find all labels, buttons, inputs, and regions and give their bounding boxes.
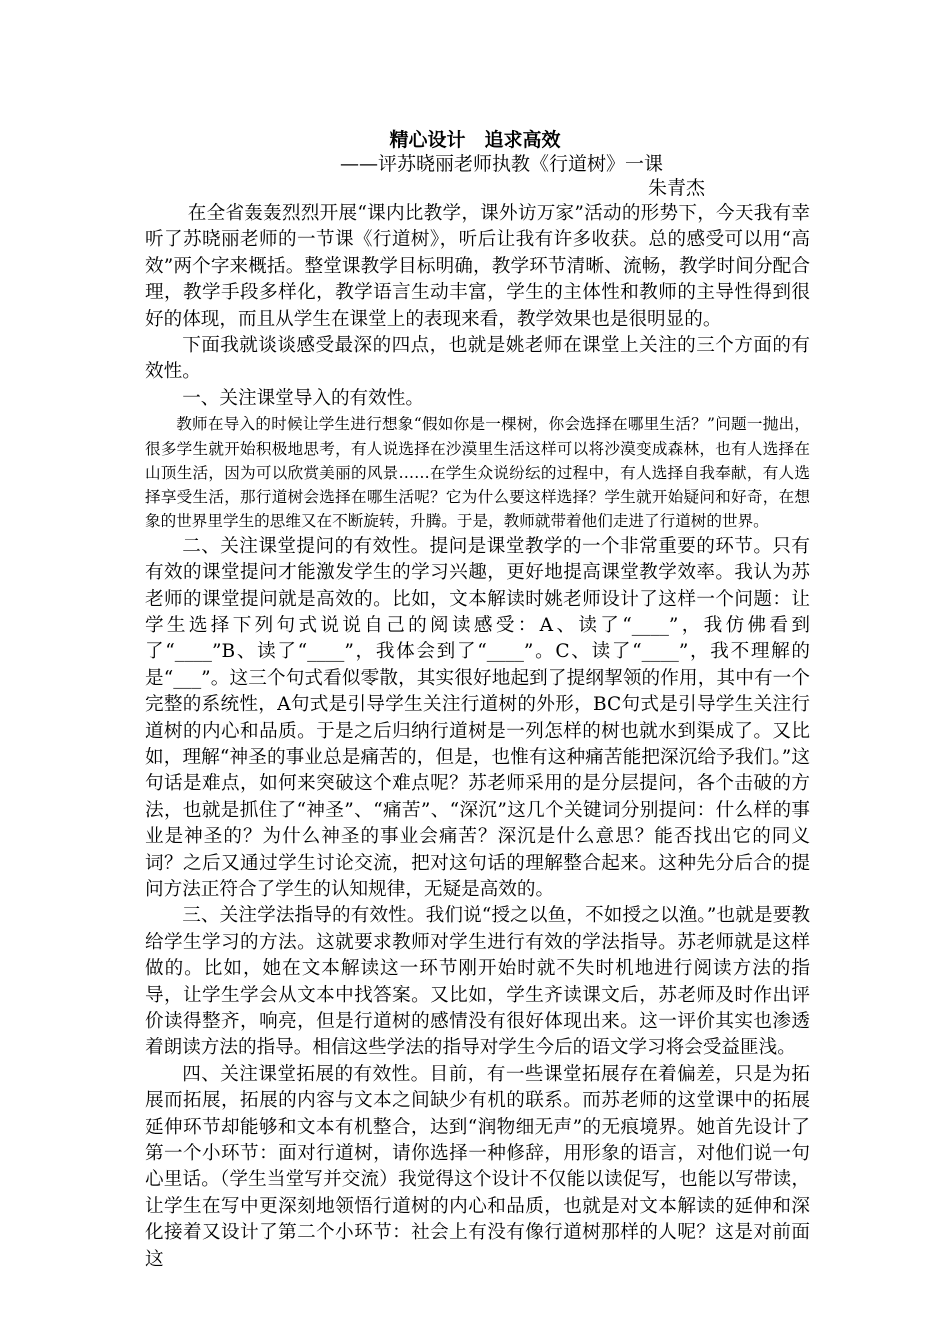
- author-name: 朱青杰: [648, 177, 706, 199]
- paragraph-section-1: 教师在导入的时候让学生进行想象“假如你是一棵树，你会选择在哪里生活？”问题一抛出，很多学生就开始积极地思考，有人说选择在沙漠里生活这样可以将沙漠变成森林，也有人选择在山顶生活，因为可以欣赏美丽的风景……在学生众说纷纭的过程中，有人选择自我奉献，有人选择享受生活，那行道树会选择在哪生活呢？它为什么要这样选择？学生就开始疑问和好奇，在想象的世界里学生的思维又在不断旋转，升腾。于是，教师就带着他们走进了行道树的世界。: [145, 415, 810, 531]
- paragraph-section-3: 三、关注学法指导的有效性。我们说“授之以鱼，不如授之以渔。”也就是要教给学生学习的方法。这就要求教师对学生进行有效的学法指导。苏老师就是这样做的。比如，她在文本解读这一环节刚开始时就不失时机地进行阅读方法的指导，让学生学会从文本中找答案。又比如，学生齐读课文后，苏老师及时作出评价读得整齐，响亮，但是行道树的感情没有很好体现出来。这一评价其实也渗透着朗读方法的指导。相信这些学法的指导对学生今后的语文学习将会受益匪浅。: [145, 905, 810, 1059]
- paragraph-overview: 下面我就谈谈感受最深的四点，也就是姚老师在课堂上关注的三个方面的有效性。: [145, 335, 810, 383]
- document-subtitle: ——评苏晓丽老师执教《行道树》一课: [340, 153, 664, 175]
- document-title: 精心设计 追求高效: [389, 129, 561, 151]
- paragraph-intro: 在全省轰轰烈烈开展“课内比教学，课外访万家”活动的形势下，今天我有幸听了苏晓丽老师的一节课《行道树》，听后让我有许多收获。总的感受可以用“高效”两个字来概括。整堂课教学目标明确，教学环节清晰、流畅，教学时间分配合理，教学手段多样化，教学语言生动丰富，学生的主体性和教师的主导性得到很好的体现，而且从学生在课堂上的表现来看，教学效果也是很明显的。: [145, 203, 810, 330]
- section-heading-1: 一、关注课堂导入的有效性。: [182, 387, 424, 409]
- document-body: [145, 201, 810, 1273]
- paragraph-section-4: 四、关注课堂拓展的有效性。目前，有一些课堂拓展存在着偏差，只是为拓展而拓展，拓展的内容与文本之间缺少有机的联系。而苏老师的这堂课中的拓展延伸环节却能够和文本有机整合，达到“润物细无声”的无痕境界。她首先设计了第一个小环节：面对行道树，请你选择一种修辞，用形象的语言，对他们说一句心里话。（学生当堂写并交流）我觉得这个设计不仅能以读促写，也能以写带读，让学生在写中更深刻地领悟行道树的内心和品质，也就是对文本解读的延伸和深化接着又设计了第二个小环节：社会上有没有像行道树那样的人呢？这是对前面这: [145, 1063, 810, 1270]
- paragraph-section-2: 二、关注课堂提问的有效性。提问是课堂教学的一个非常重要的环节。只有有效的课堂提问才能激发学生的学习兴趣，更好地提高课堂教学效率。我认为苏老师的课堂提问就是高效的。比如，文本解读时姚老师设计了这样一个问题：让学生选择下列句式说说自己的阅读感受：A、读了“____”，我仿佛看到了“____”B、读了“____”，我体会到了“____”。C、读了“____”，我不理解的是“___”。这三个句式看似零散，其实很好地起到了提纲挈领的作用，其中有一个完整的系统性，A句式是引导学生关注行道树的外形，BC句式是引导学生关注行道树的内心和品质。于是之后归纳行道树是一列怎样的树也就水到渠成了。又比如，理解“神圣的事业总是痛苦的，但是，也惟有这种痛苦能把深沉给予我们。”这句话是难点，如何来突破这个难点呢？苏老师采用的是分层提问，各个击破的方法，也就是抓住了“神圣”、“痛苦”、“深沉”这几个关键词分别提问：什么样的事业是神圣的？为什么神圣的事业会痛苦？深沉是什么意思？能否找出它的同义词？之后又通过学生讨论交流，把对这句话的理解整合起来。这种先分后合的提问方法正符合了学生的认知规律，无疑是高效的。: [145, 535, 810, 901]
